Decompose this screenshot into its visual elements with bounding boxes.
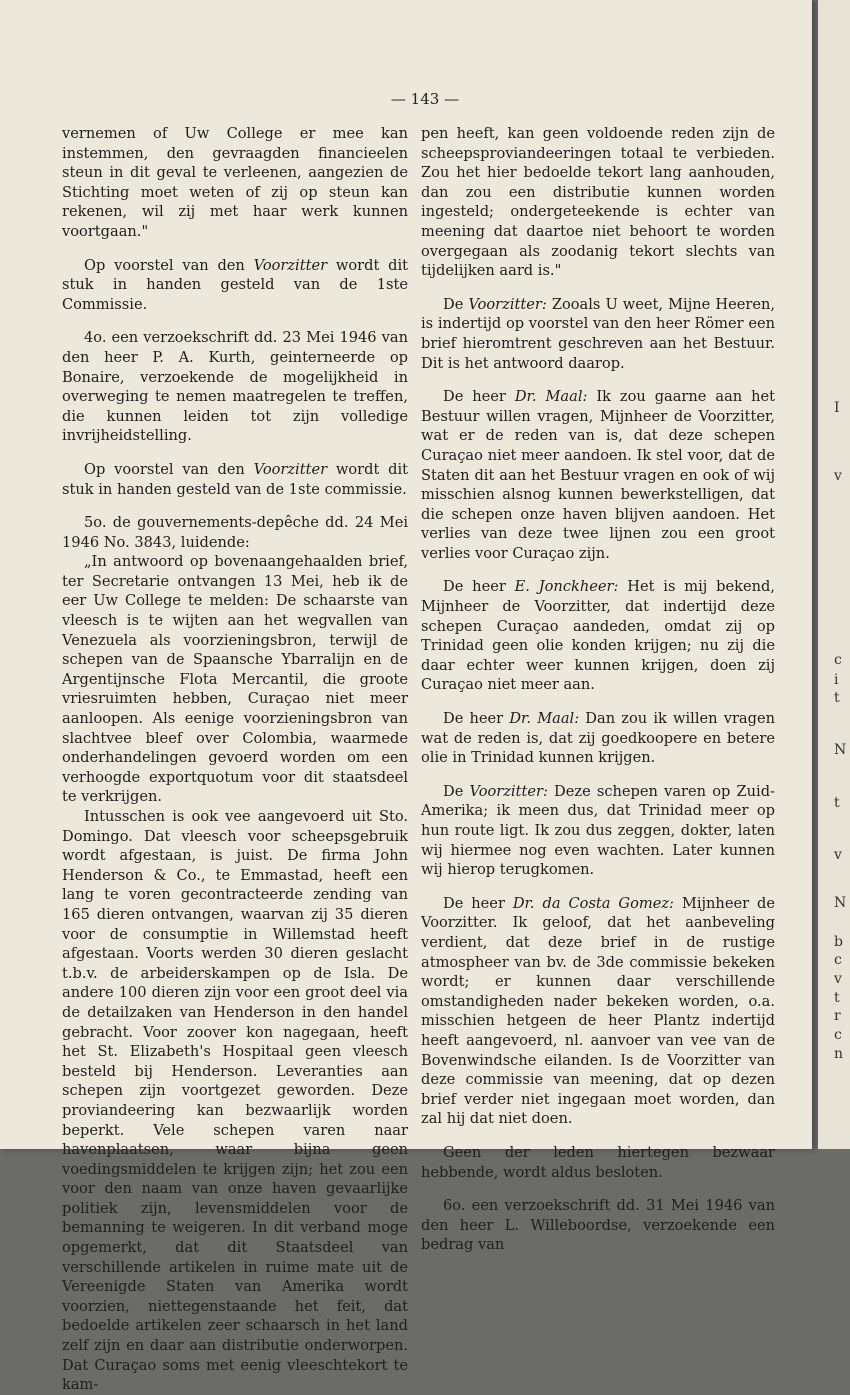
edge-fragment: t [834,795,840,811]
speaker-role: Voorzitter: [469,782,548,800]
speaker-role: Dr. da Costa Gomez: [512,894,674,912]
edge-fragment: c [834,652,842,668]
left-column [62,124,408,1395]
paragraph: Op voorstel van den Voorzitter wordt dit stuk in handen gesteld van de 1ste commissie. [62,460,408,498]
edge-fragment: t [834,990,840,1006]
right-column [421,124,775,1269]
speaker-role: Voorzitter [253,460,328,478]
edge-fragment: c [834,1027,842,1043]
edge-fragment: n [834,1046,844,1062]
speech: De heer Dr. da Costa Gomez: Mijnheer de Voorzitter. Ik geloof, dat het aanbeveling verdient, dat deze brief in de rustige atmospheer van bv. de 3de commissie bekeken wordt; er kunnen daar verschillende omstandigheden nader bekeken worden, o.a. misschien hetgeen de heer Plantz indertijd heeft aangevoerd, nl. aanvoer van vee van de Bovenwindsche eilanden. Is de Voorzitter van deze commissie van meening, dat op dezen brief verder niet ingegaan moet worden, dan zal hij dat niet doen. [421,894,775,1128]
edge-fragment: v [834,847,842,863]
edge-fragment: v [834,971,842,987]
quoted-letter: „In antwoord op bovenaangehaalden brief, ter Secretarie ontvangen 13 Mei, heb ik de eer Uw College te melden: De schaarste van vleesch is te wijten aan het wegvallen van Venezuela als voorzieningsbron, terwijl de schepen van de Spaansche Ybarralijn en de Argentijnsche Flota Mercantil, die groote vriesruimten hebben, Curaçao niet meer aanloopen. Als eenige voorzieningsbron van slachtvee bleef over Colombia, waarmede onderhandelingen gevoerd worden om een verhoogde exportquotum voor dit staatsdeel te verkrijgen. [62,553,408,806]
decision: Geen der leden hiertegen bezwaar hebbende, wordt aldus besloten. [421,1143,775,1181]
edge-fragment: b [834,934,843,950]
speech: De heer E. Jonckheer: Het is mij bekend, Mijnheer de Voorzitter, dat indertijd deze schepen Curaçao aandeden, omdat zij op Trinidad geen olie konden krijgen; nu zij die daar echter weer kunnen krijgen, doen zij Curaçao niet meer aan. [421,578,775,694]
edge-fragment: v [834,468,842,484]
edge-fragment: N [834,742,847,758]
speaker-role: Voorzitter: [468,295,547,313]
speaker-role: Dr. Maal: [514,388,588,406]
edge-fragment: t [834,690,840,706]
speaker-role: Voorzitter [253,256,328,274]
speaker-role: Dr. Maal: [509,710,580,728]
adjacent-page-edge [818,0,850,1149]
page-number: — 143 — [390,90,460,108]
edge-fragment: r [834,1008,841,1024]
agenda-item: 6o. een verzoekschrift dd. 31 Mei 1946 van den heer L. Willeboordse, verzoekende een bedrag van [421,1197,775,1254]
paragraph: vernemen of Uw College er mee kan instemmen, den gevraagden financieelen steun in dit geval te verleenen, aangezien de Stichting moet weten of zij op steun kan rekenen, wil zij met haar werk kunnen voortgaan." [62,125,408,240]
paragraph: Op voorstel van den Voorzitter wordt dit stuk in handen gesteld van de 1ste Commissie. [62,256,408,313]
edge-fragment: i [834,672,839,688]
edge-fragment: c [834,952,842,968]
edge-fragment: N [834,895,847,911]
speaker-role: E. Jonckheer: [514,578,619,596]
speech: De heer Dr. Maal: Ik zou gaarne aan het Bestuur willen vragen, Mijnheer de Voorzitter, wat er de reden van is, dat deze schepen Curaçao niet meer aandoen. Ik stel voor, dat de Staten dit aan het Bestuur vragen en ook of wij misschien alsnog kunnen bewerkstelligen, dat die schepen onze haven blijven aandoen. Het verlies van deze twee lijnen zou een groot verlies voor Curaçao zijn. [421,388,775,562]
quoted-letter: pen heeft, kan geen voldoende reden zijn de scheepsproviandeeringen totaal te verbieden. Zou het hier bedoelde tekort lang aanhouden, dan zou een distributie kunnen worden ingesteld; ondergeteekende is echter van meening dat daartoe niet behoort te worden overgegaan als zoodanig tekort slechts van tijdelijken aard is." [421,125,775,280]
speech: De Voorzitter: Deze schepen varen op Zuid-Amerika; ik meen dus, dat Trinidad meer op hun route ligt. Ik zou dus zeggen, dokter, laten wij hiermee nog even wachten. Later kunnen wij hierop terugkomen. [421,782,775,879]
agenda-item: 5o. de gouvernements-depêche dd. 24 Mei 1946 No. 3843, luidende: [62,514,408,551]
quoted-letter: Intusschen is ook vee aangevoerd uit Sto. Domingo. Dat vleesch voor scheepsgebruik wordt afgestaan, is juist. De firma John Henderson & Co., te Emmastad, heeft een lang te voren gecontracteerde zending van 165 dieren ontvangen, waarvan zij 35 dieren voor de consumptie in Willemstad heeft afgestaan. Voorts werden 30 dieren geslacht t.b.v. de arbeiderskampen op de Isla. De andere 100 dieren zijn voor een groot deel via de detailzaken van Henderson in den handel gebracht. Voor zoover kon nagegaan, heeft het St. Elizabeth's Hospitaal geen vleesch besteld bij Henderson. Leveranties aan schepen zijn voortgezet geworden. Deze proviandeering kan bezwaarlijk worden beperkt. Vele schepen varen naar havenplaatsen, waar bijna geen voedingsmiddelen te krijgen zijn; het zou een voor den naam van onze haven gevaarlijke politiek zijn, levensmiddelen voor de bemanning te weigeren. In dit verband moge opgemerkt, dat dit Staatsdeel van verschillende artikelen in ruime mate uit de Vereenigde Staten van Amerika wordt voorzien, niettegenstaande het feit, dat bedoelde artikelen zeer schaarsch in het land zelf zijn en daar aan distributie onderworpen. Dat Curaçao soms met eenig vleeschtekort te kam- [62,808,408,1394]
agenda-item: 4o. een verzoekschrift dd. 23 Mei 1946 van den heer P. A. Kurth, geinterneerde op Bonaire, verzoekende de mogelijkheid in overweging te nemen maatregelen te treffen, die kunnen leiden tot zijn volledige invrijheidstelling. [62,329,408,445]
speech: De heer Dr. Maal: Dan zou ik willen vragen wat de reden is, dat zij goedkoopere en betere olie in Trinidad kunnen krijgen. [421,710,775,767]
edge-fragment: I [834,400,840,416]
speech: De Voorzitter: Zooals U weet, Mijne Heeren, is indertijd op voorstel van den heer Römer een brief hieromtrent geschreven aan het Bestuur. Dit is het antwoord daarop. [421,295,775,372]
